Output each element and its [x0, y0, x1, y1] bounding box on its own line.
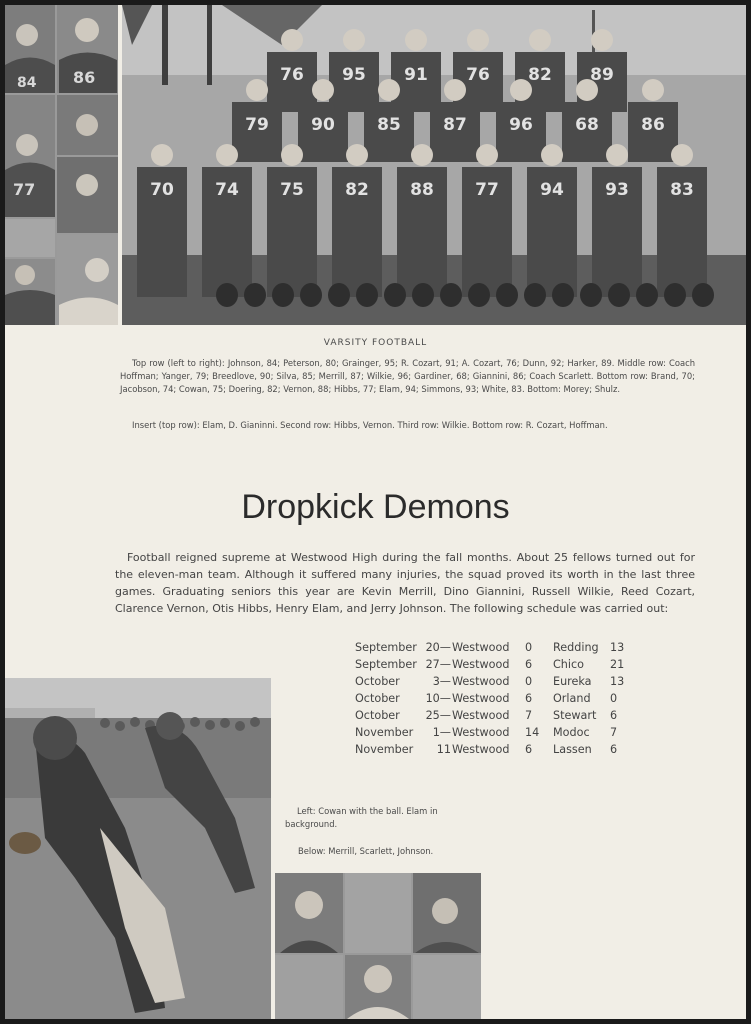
helmet	[244, 283, 266, 307]
jersey-number: 76	[280, 65, 304, 85]
schedule-row	[355, 690, 625, 707]
game-month: October	[355, 675, 400, 688]
player-head	[541, 144, 563, 166]
helmet	[468, 283, 490, 307]
player-head	[467, 29, 489, 51]
player-head	[411, 144, 433, 166]
player-head	[346, 144, 368, 166]
player-head	[378, 79, 400, 101]
helmet	[496, 283, 518, 307]
home-score: 14	[525, 726, 540, 739]
player-head	[642, 79, 664, 101]
jersey-number: 85	[377, 115, 401, 135]
insert-jersey-number: 86	[73, 68, 96, 87]
game-month: November	[355, 743, 414, 756]
helmet	[384, 283, 406, 307]
player-head	[246, 79, 268, 101]
schedule-row	[355, 656, 625, 673]
game-month: September	[355, 641, 417, 654]
jersey-number: 93	[605, 180, 629, 200]
opponent-team: Stewart	[553, 709, 597, 722]
player-head	[591, 29, 613, 51]
helmet	[608, 283, 630, 307]
jersey-number: 89	[590, 65, 614, 85]
game-month: October	[355, 709, 400, 722]
yearbook-page	[5, 5, 746, 1019]
opponent-score: 13	[610, 675, 625, 688]
schedule-row	[355, 707, 625, 724]
game-day: 1—	[432, 726, 451, 739]
helmet	[580, 283, 602, 307]
game-day: 11	[436, 743, 451, 756]
jersey-number: 82	[528, 65, 552, 85]
home-team: Westwood	[452, 692, 510, 705]
home-team: Westwood	[452, 726, 510, 739]
opponent-team: Chico	[553, 658, 585, 671]
jersey-number: 83	[670, 180, 694, 200]
opponent-score: 13	[610, 641, 625, 654]
jersey-number: 86	[641, 115, 665, 135]
opponent-score: 6	[610, 743, 618, 756]
player-head	[343, 29, 365, 51]
player-head	[281, 144, 303, 166]
jersey-number: 82	[345, 180, 369, 200]
jersey-number: 68	[575, 115, 599, 135]
jersey-number: 75	[280, 180, 304, 200]
player-head	[606, 144, 628, 166]
home-score: 6	[525, 743, 533, 756]
player-head	[405, 29, 427, 51]
opponent-team: Lassen	[553, 743, 592, 756]
player-head	[444, 79, 466, 101]
game-day: 25—	[425, 709, 451, 722]
jersey-number: 76	[466, 65, 490, 85]
helmet	[692, 283, 714, 307]
insert-jersey-number: 77	[13, 180, 36, 199]
player-head	[671, 144, 693, 166]
helmet	[300, 283, 322, 307]
opponent-team: Eureka	[553, 675, 592, 688]
team-photo	[122, 5, 746, 325]
helmet	[272, 283, 294, 307]
helmet	[524, 283, 546, 307]
helmet	[664, 283, 686, 307]
helmet	[552, 283, 574, 307]
home-team: Westwood	[452, 743, 510, 756]
helmet	[356, 283, 378, 307]
schedule-row	[355, 673, 625, 690]
insert-portraits-photo	[5, 5, 118, 325]
game-day: 10—	[425, 692, 451, 705]
schedule-row	[355, 639, 625, 656]
helmet	[440, 283, 462, 307]
home-score: 7	[525, 709, 533, 722]
jersey-number: 79	[245, 115, 269, 135]
jersey-number: 96	[509, 115, 533, 135]
helmet	[636, 283, 658, 307]
home-team: Westwood	[452, 641, 510, 654]
page-headline: Dropkick Demons	[241, 488, 510, 526]
game-month: September	[355, 658, 417, 671]
portraits-caption: Below: Merrill, Scarlett, Johnson.	[298, 846, 434, 856]
jersey-number: 87	[443, 115, 467, 135]
home-score: 6	[525, 658, 533, 671]
insert-jersey-number: 84	[17, 75, 37, 91]
jersey-number: 94	[540, 180, 564, 200]
player-head	[529, 29, 551, 51]
game-day: 20—	[425, 641, 451, 654]
player-head	[281, 29, 303, 51]
jersey-number: 95	[342, 65, 366, 85]
photo-caption-insert: Insert (top row): Elam, D. Gianinni. Second row: Hibbs, Vernon. Third row: Wilkie. Bottom row: R. Cozart, Hoffman.	[132, 420, 608, 430]
helmet	[216, 283, 238, 307]
game-schedule	[355, 639, 625, 758]
player-head	[151, 144, 173, 166]
jersey-number: 77	[475, 180, 499, 200]
opponent-score: 6	[610, 709, 618, 722]
player-head	[216, 144, 238, 166]
helmet	[412, 283, 434, 307]
opponent-score: 21	[610, 658, 625, 671]
opponent-team: Orland	[553, 692, 591, 705]
jersey-number: 91	[404, 65, 428, 85]
player-head	[312, 79, 334, 101]
opponent-team: Modoc	[553, 726, 590, 739]
schedule-row	[355, 741, 625, 758]
photo-caption-roster: Top row (left to right): Johnson, 84; Peterson, 80; Grainger, 95; R. Cozart, 91; A. Cozart, 76; Dunn, 92; Harker, 89. Middle row: Coach Hoffman; Yanger, 79; Breedlove, 90; Silva, 85; Merrill, 87; Wilkie, 96; Gardiner, 68; Giannini, 86; Coach Scarlett. Bottom row: Brand, 70; Jacobson, 74; Cowan, 75; Doering, 82; Vernon, 88; Hibbs, 77; Elam, 94; Simmons, 93; White, 83. Bottom: Morey; Shulz.	[120, 358, 695, 394]
game-day: 3—	[432, 675, 451, 688]
jersey-number: 74	[215, 180, 239, 200]
player-head	[476, 144, 498, 166]
home-score: 0	[525, 641, 533, 654]
article-paragraph: Football reigned supreme at Westwood High during the fall months. About 25 fellows turned out for the eleven-man team. Although it suffered many injuries, the squad proved its worth in the last three games. Graduating seniors this year are Kevin Merrill, Dino Giannini, Russell Wilkie, Reed Cozart, Clarence Vernon, Otis Hibbs, Henry Elam, and Jerry Johnson. The following schedule was carried out:	[115, 551, 695, 615]
home-team: Westwood	[452, 658, 510, 671]
game-month: October	[355, 692, 400, 705]
home-score: 6	[525, 692, 533, 705]
opponent-score: 7	[610, 726, 618, 739]
jersey-number: 90	[311, 115, 335, 135]
action-photo	[5, 678, 271, 1019]
opponent-team: Redding	[553, 641, 599, 654]
photo-caption-title: VARSITY FOOTBALL	[323, 338, 428, 348]
jersey-number: 70	[150, 180, 174, 200]
home-team: Westwood	[452, 675, 510, 688]
home-score: 0	[525, 675, 533, 688]
game-day: 27—	[425, 658, 451, 671]
home-team: Westwood	[452, 709, 510, 722]
opponent-score: 0	[610, 692, 618, 705]
coach-portraits-photo	[275, 873, 481, 1019]
schedule-row	[355, 724, 625, 741]
jersey-number: 88	[410, 180, 434, 200]
game-month: November	[355, 726, 414, 739]
action-photo-caption: Left: Cowan with the ball. Elam in background.	[285, 806, 438, 829]
helmet	[328, 283, 350, 307]
